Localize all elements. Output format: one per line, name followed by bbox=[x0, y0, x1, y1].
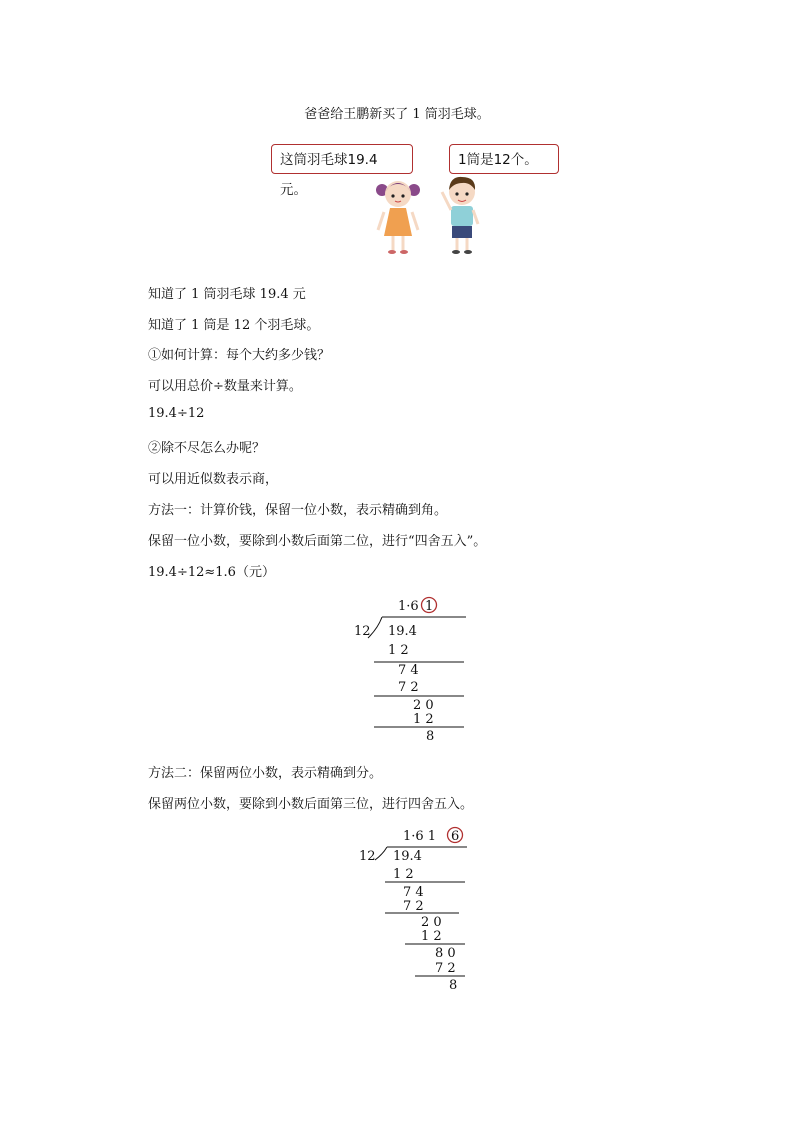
page-title: 爸爸给王鹏新买了 1 筒羽毛球。 bbox=[304, 107, 490, 122]
circled-digit: 6 bbox=[451, 829, 460, 844]
circled-digit: 1 bbox=[425, 599, 434, 614]
step-2: 7 4 bbox=[398, 663, 419, 678]
text-line-1: 知道了 1 筒羽毛球 19.4 元 bbox=[148, 287, 306, 302]
bubble-text-girl: 这筒羽毛球19.4元。 bbox=[280, 152, 378, 198]
step-7: 7 2 bbox=[435, 961, 456, 976]
divisor: 12 bbox=[354, 624, 371, 639]
text-line-6: ②除不尽怎么办呢？ bbox=[148, 441, 266, 456]
boy-figure-icon bbox=[442, 177, 478, 254]
text-line-8: 方法一：计算价钱，保留一位小数，表示精确到角。 bbox=[148, 503, 448, 518]
long-division-1 bbox=[340, 590, 480, 750]
step-4: 2 0 bbox=[413, 698, 434, 713]
step-5: 1 2 bbox=[421, 929, 442, 944]
dividend: 19.4 bbox=[393, 849, 422, 864]
quotient: 1·6 bbox=[398, 599, 419, 614]
step-5: 1 2 bbox=[413, 712, 434, 727]
step-1: 1 2 bbox=[393, 867, 414, 882]
step-4: 2 0 bbox=[421, 915, 442, 930]
text-line-12: 保留两位小数，要除到小数后面第三位，进行四舍五入。 bbox=[148, 797, 474, 812]
step-3: 7 2 bbox=[398, 680, 419, 695]
text-line-10: 19.4÷12≈1.6（元） bbox=[148, 565, 275, 580]
step-6: 8 bbox=[426, 729, 435, 744]
step-1: 1 2 bbox=[388, 643, 409, 658]
girl-figure-icon bbox=[376, 181, 420, 254]
quotient: 1·6 1 bbox=[403, 829, 437, 844]
step-2: 7 4 bbox=[403, 885, 424, 900]
step-3: 7 2 bbox=[403, 899, 424, 914]
divisor: 12 bbox=[359, 849, 376, 864]
text-line-2: 知道了 1 筒是 12 个羽毛球。 bbox=[148, 318, 320, 333]
text-line-5: 19.4÷12 bbox=[148, 406, 205, 421]
text-line-11: 方法二：保留两位小数，表示精确到分。 bbox=[148, 766, 383, 781]
bubble-text-boy: 1筒是12个。 bbox=[458, 152, 538, 168]
dividend: 19.4 bbox=[388, 624, 417, 639]
division-bracket-icon bbox=[375, 847, 387, 860]
children-illustration bbox=[370, 170, 490, 260]
text-line-3: ①如何计算：每个大约多少钱？ bbox=[148, 348, 331, 363]
step-8: 8 bbox=[449, 978, 458, 993]
text-line-7: 可以用近似数表示商， bbox=[148, 472, 279, 487]
text-line-9: 保留一位小数，要除到小数后面第二位，进行“四舍五入”。 bbox=[148, 534, 487, 549]
long-division-2 bbox=[345, 820, 485, 1000]
text-line-4: 可以用总价÷数量来计算。 bbox=[148, 379, 302, 394]
step-6: 8 0 bbox=[435, 946, 456, 961]
